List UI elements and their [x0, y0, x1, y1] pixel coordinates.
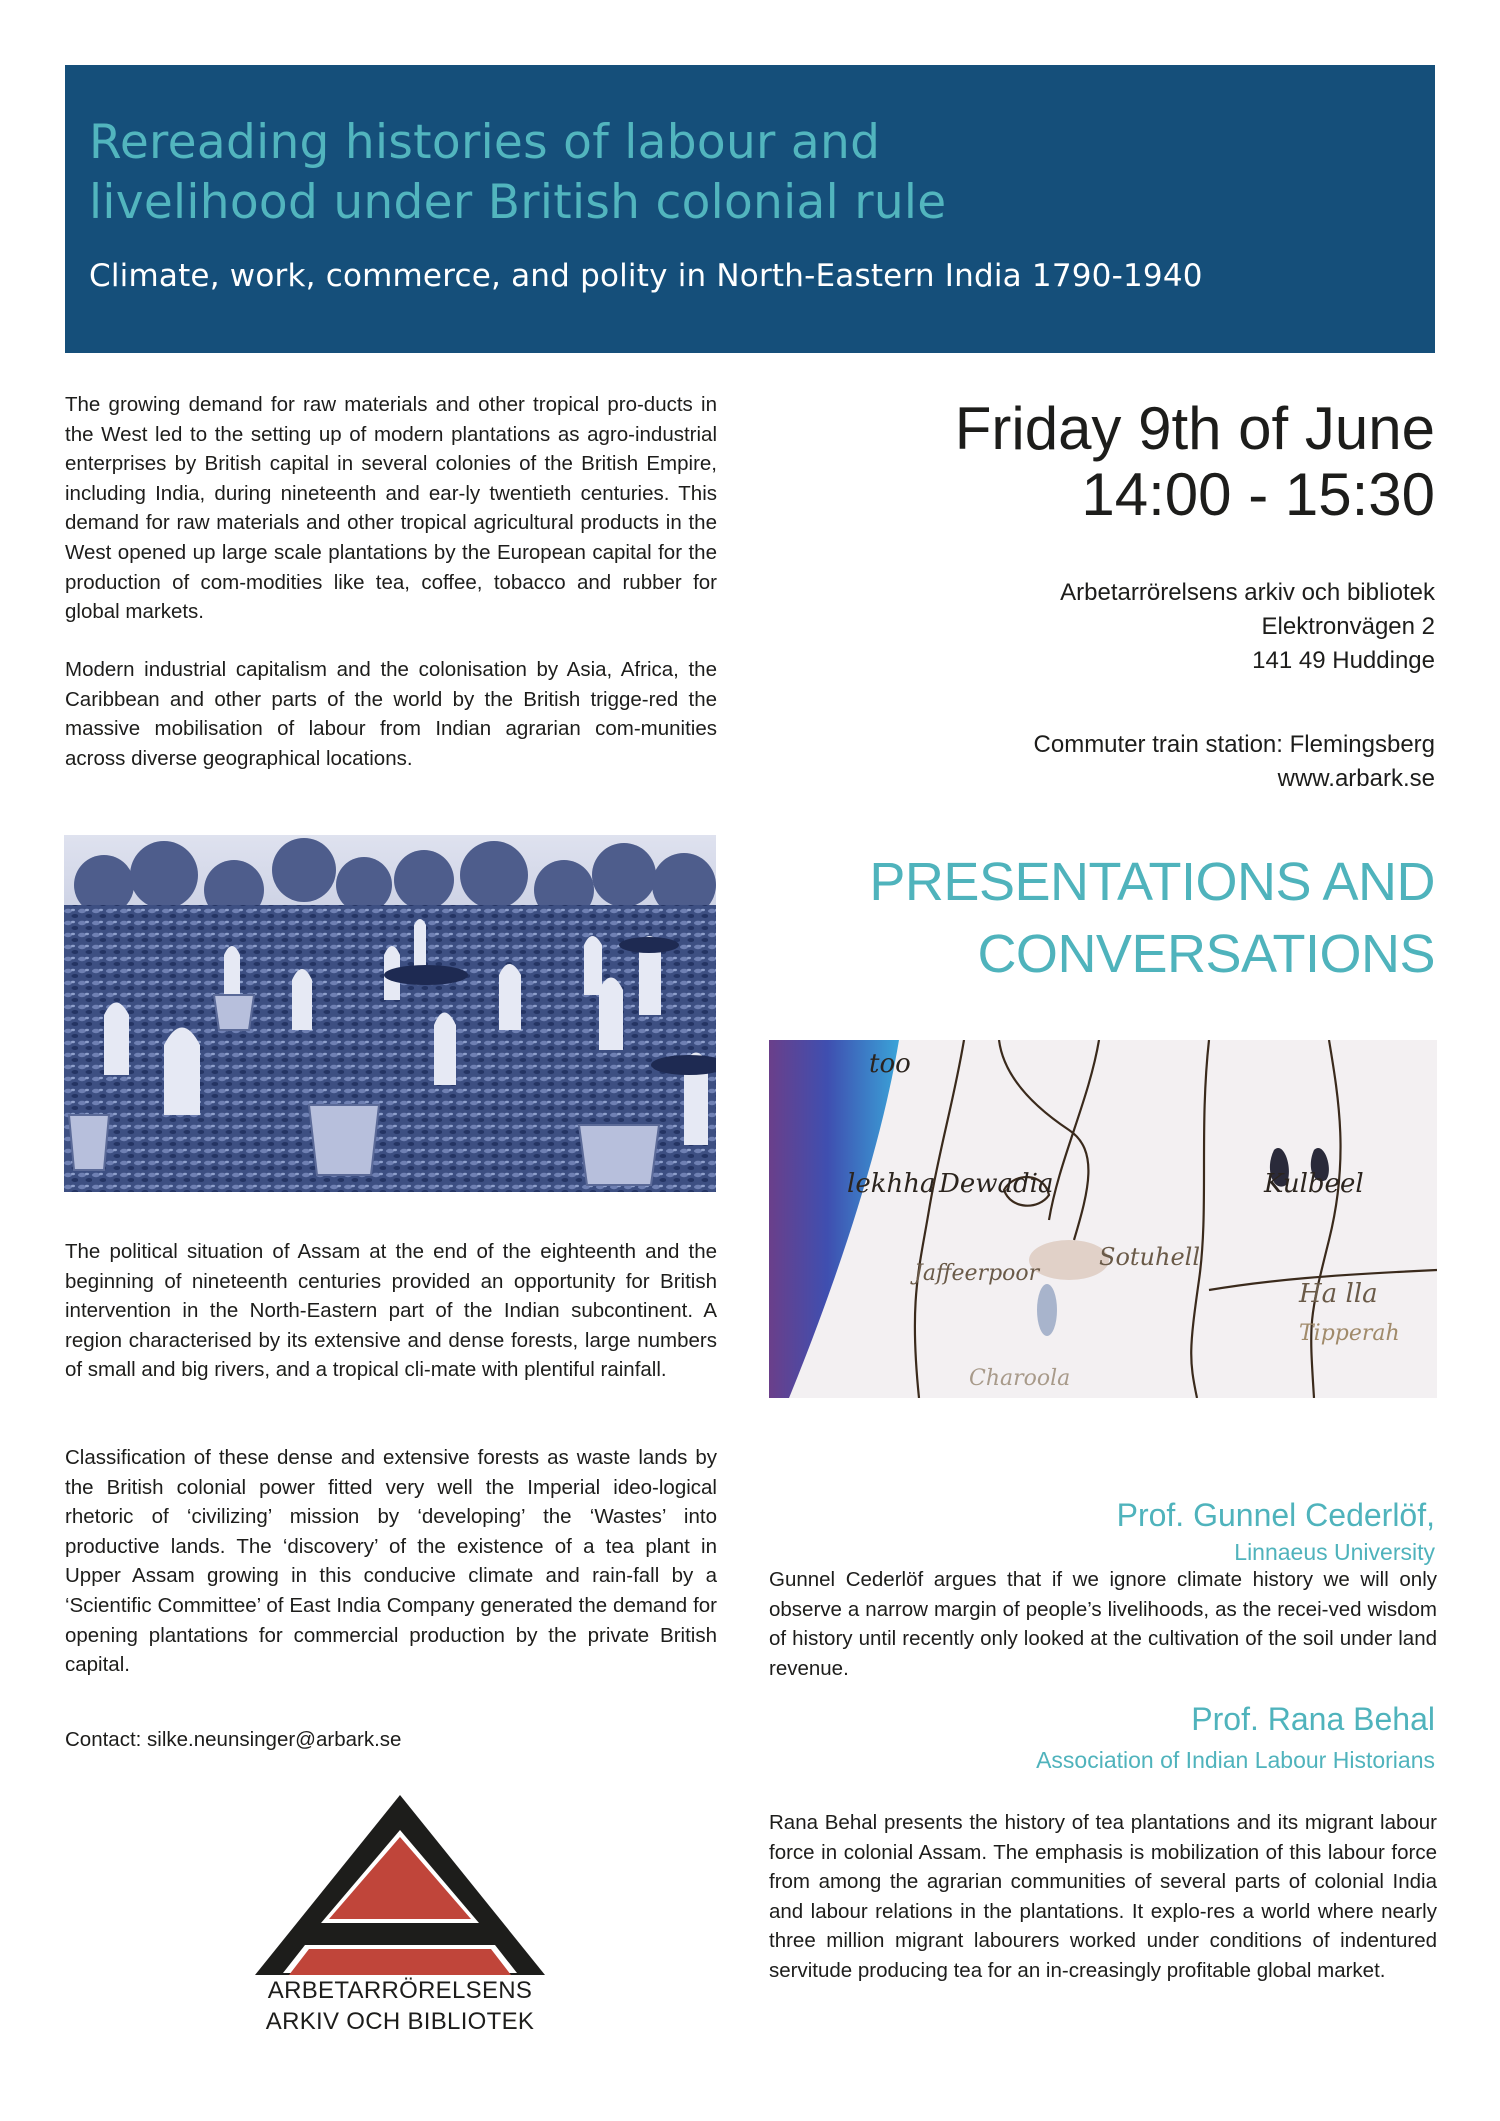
logo-text-line-2: ARKIV OCH BIBLIOTEK: [265, 2008, 535, 2035]
event-datetime: [735, 396, 1435, 528]
contact-email[interactable]: Contact: silke.neunsinger@arbark.se: [65, 1728, 402, 1751]
map-label: Charoola: [969, 1366, 1071, 1391]
venue-postal: 141 49 Huddinge: [1252, 647, 1435, 674]
map-label: Jaffeerpoor: [914, 1261, 1040, 1286]
speaker-description: Rana Behal presents the history of tea plantations and its migrant labour force in colonial Assam. The emphasis is mobilization of this labour force from among the agrarian communities of several parts of colonial India and labour relations in the plantations. It explo-res a world where nearly three million migrant labourers worked under conditions of indentured servitude producing tea for an in-creasingly profitable global market.: [769, 1811, 1437, 1982]
event-date: Friday 9th of June: [954, 395, 1435, 462]
title-line-2: livelihood under British colonial rule: [89, 175, 947, 230]
tea-plantation-photo-graphic: [64, 835, 716, 1192]
assam-paragraph: The political situation of Assam at the end of the eighteenth and the beginning of nineteenth centuries provided an opportunity for British intervention in the North-Eastern part of the Indian subcontinent. A region characterised by its extensive and dense forests, large numbers of small and big rivers, and a tropical cli-mate with plentiful rainfall.: [65, 1240, 717, 1382]
intro-paragraph-2: Modern industrial capitalism and the colonisation by Asia, Africa, the Caribbean and other parts of the world by the British trigge-red the massive mobilisation of labour from Indian agrarian com-munities across diverse geographical locations.: [65, 658, 717, 770]
speaker-name: Prof. Gunnel Cederlöf,: [1116, 1497, 1435, 1533]
map-label: too: [869, 1049, 911, 1079]
presentations-heading: [715, 846, 1435, 990]
map-label: Ha lla: [1299, 1279, 1378, 1309]
transit-info: [735, 728, 1435, 796]
map-label: lekhha: [847, 1169, 936, 1199]
tea-plantation-photo: [64, 835, 716, 1192]
venue-address: [735, 576, 1435, 678]
logo-text-line-1: ARBETARRÖRELSENS: [267, 1977, 533, 2004]
intro-paragraph-1: The growing demand for raw materials and other tropical pro-ducts in the West led to the setting up of modern plantations as agro-industrial enterprises by British capital in several colonies of the British Empire, including India, during nineteenth and ear-ly twentieth centuries. This demand for raw materials and other tropical agricultural products in the West opened up large scale plantations by the European capital for the production of com-modities like tea, coffee, tobacco and rubber for global markets.: [65, 393, 717, 624]
speaker-description: Gunnel Cederlöf argues that if we ignore climate history we will only observe a narrow margin of people’s livelihoods, as the recei-ved wisdom of history until recently only looked at the cultivation of the soil under land revenue.: [769, 1568, 1437, 1680]
event-time: 14:00 - 15:30: [1081, 461, 1435, 528]
speaker-affiliation: Linnaeus University: [1234, 1539, 1435, 1565]
historical-map-graphic: [769, 1040, 1437, 1398]
heading-line-2: CONVERSATIONS: [977, 924, 1435, 984]
map-label: Sotuhell: [1099, 1243, 1201, 1271]
arbark-logo: [255, 1795, 545, 2040]
map-label: Kulbeel: [1264, 1169, 1364, 1199]
classification-paragraph: Classification of these dense and extensive forests as waste lands by the British colonial power fitted very well the Imperial ideo-logical rhetoric of ‘civilizing’ mission by ‘developing’ the ‘Wastes’ into productive lands. The ‘discovery’ of the existence of a tea plant in Upper Assam growing in this conducive climate and rain-fall by a ‘Scientific Committee’ of East India Company generated the demand for opening plantations for commercial production by the private British capital.: [65, 1446, 717, 1677]
subtitle: Climate, work, commerce, and polity in North-Eastern India 1790-1940: [89, 258, 1203, 294]
title-line-1: Rereading histories of labour and: [89, 115, 881, 170]
transit-station: Commuter train station: Flemingsberg: [1033, 731, 1435, 758]
venue-name: Arbetarrörelsens arkiv och bibliotek: [1060, 579, 1435, 606]
website-link[interactable]: www.arbark.se: [1277, 765, 1435, 792]
triangle-logo-icon: [255, 1795, 545, 1980]
map-label: Dewadia: [939, 1169, 1054, 1199]
heading-line-1: PRESENTATIONS AND: [869, 852, 1435, 912]
speaker-name: Prof. Rana Behal: [1191, 1701, 1435, 1737]
map-label: Tipperah: [1299, 1321, 1400, 1346]
title-banner: [65, 65, 1435, 353]
venue-street: Elektronvägen 2: [1261, 613, 1435, 640]
speaker-affiliation: Association of Indian Labour Historians: [1036, 1747, 1435, 1773]
historical-map-image: [769, 1040, 1437, 1398]
